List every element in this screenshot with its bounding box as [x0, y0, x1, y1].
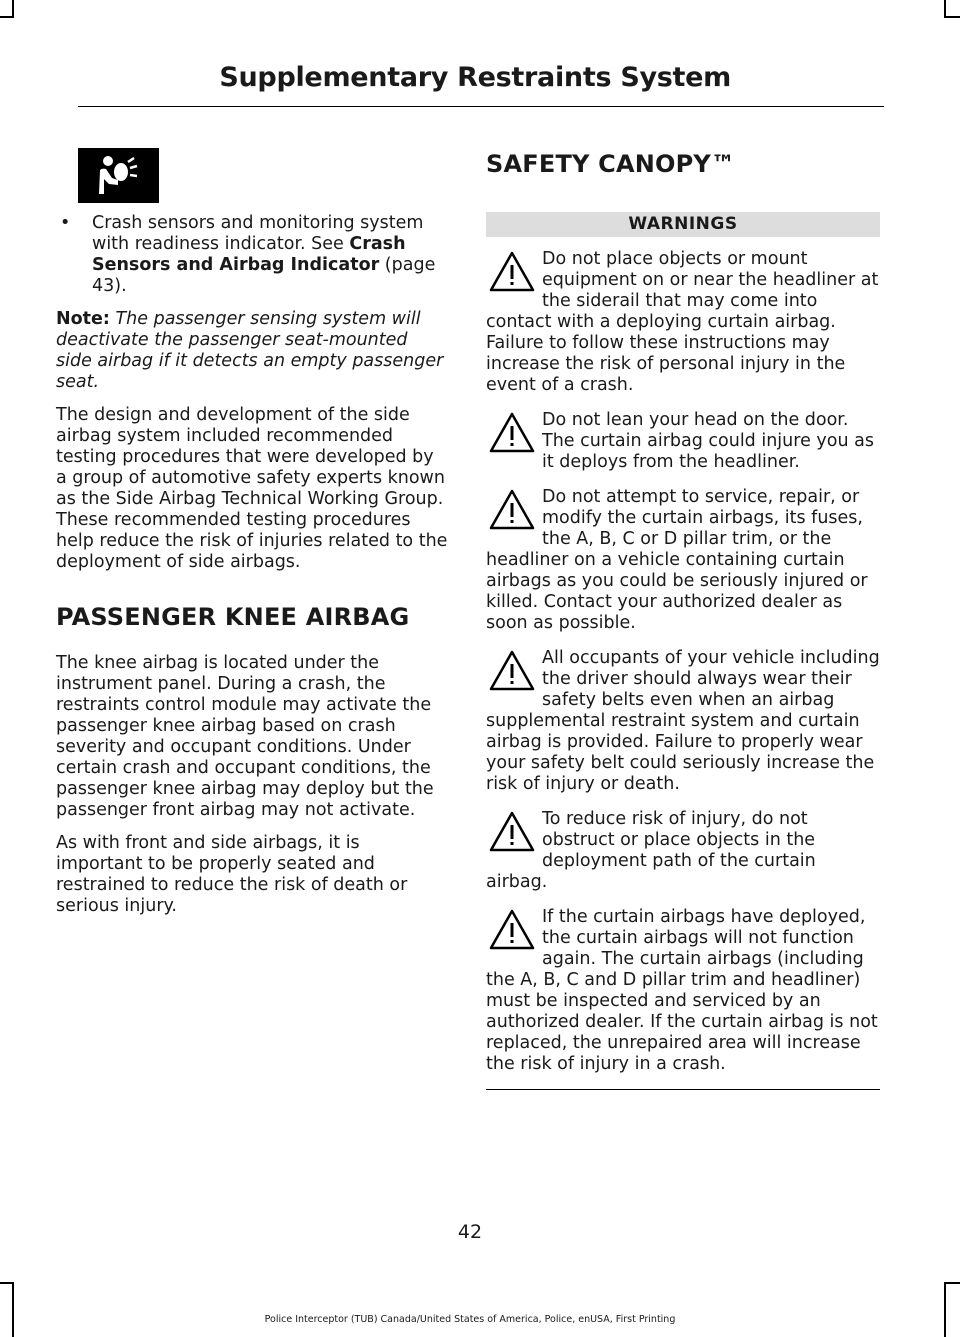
header-rule [78, 106, 884, 107]
note-text: The passenger sensing system will deactivate the passenger seat-mounted side airbag if it detects an empty passenger seat. [56, 309, 444, 392]
crop-mark [12, 1282, 14, 1337]
warning-triangle-icon [486, 907, 538, 955]
cross-reference-link[interactable]: Crash Sensors and Airbag Indicator [92, 234, 406, 275]
warning-triangle-icon [486, 487, 538, 535]
bullet-page-ref: (page 43). [92, 255, 436, 296]
page-footer: Police Interceptor (TUB) Canada/United States of America, Police, enUSA, First Printing [264, 1314, 676, 1325]
left-column [56, 148, 448, 929]
note-label: Note: [56, 309, 110, 329]
page-number: 42 [457, 1221, 483, 1243]
warning-text: If the curtain airbags have deployed, the curtain airbags will not function again. The curtain airbags (including the A, B, C and D pillar trim and headliner) must be inspected and serviced by an authorized dealer. If the curtain airbag is not replaced, the unrepaired area will increase the risk of injury in a crash. [486, 907, 878, 1074]
warnings-end-rule [486, 1089, 880, 1090]
crop-mark [944, 16, 960, 18]
crop-mark [944, 1282, 960, 1284]
body-paragraph: As with front and side airbags, it is important to be properly seated and restrained to reduce the risk of death or serious injury. [56, 833, 408, 916]
bullet-item [56, 213, 448, 297]
warning-item [486, 249, 880, 396]
warning-item [486, 907, 880, 1075]
warning-item [486, 648, 880, 795]
warning-text: To reduce risk of injury, do not obstruct or place objects in the deployment path of the curtain airbag. [486, 809, 816, 892]
warning-triangle-icon [486, 410, 538, 458]
body-paragraph: The design and development of the side airbag system included recommended testing procedures that were developed by a group of automotive safety experts known as the Side Airbag Technical Working Group. These recommended testing procedures help reduce the risk of injuries related to the deployment of side airbags. [56, 405, 448, 572]
crop-mark [0, 16, 14, 18]
warning-triangle-icon [486, 249, 538, 297]
warning-text: Do not attempt to service, repair, or modify the curtain airbags, its fuses, the A, B, C or D pillar trim, or the headliner on a vehicle containing curtain airbags as you could be seriously injured or killed. Contact your authorized dealer as soon as possible. [486, 487, 868, 633]
right-column [486, 148, 880, 1090]
warning-triangle-icon [486, 809, 538, 857]
bullet-lead: Crash sensors and monitoring system with readiness indicator. See [92, 213, 424, 254]
section-heading-knee-airbag: PASSENGER KNEE AIRBAG [56, 603, 410, 631]
airbag-warning-icon [78, 148, 159, 203]
warning-item [486, 410, 880, 473]
warning-item [486, 809, 880, 893]
bullet-dot: • [60, 213, 71, 233]
warning-item [486, 487, 880, 634]
warning-text: Do not place objects or mount equipment on or near the headliner at the siderail that may come into contact with a deploying curtain airbag. Failure to follow these instructions may increase the risk of personal injury in the event of a crash. [486, 249, 879, 395]
bullet-text [92, 213, 448, 297]
section-heading-safety-canopy: SAFETY CANOPY™ [486, 150, 736, 178]
warning-triangle-icon [486, 648, 538, 696]
warning-text: Do not lean your head on the door. The curtain airbag could injure you as it deploys from the headliner. [542, 410, 874, 472]
page-header-title: Supplementary Restraints System [219, 62, 731, 93]
note [56, 309, 448, 393]
warning-text: All occupants of your vehicle including the driver should always wear their safety belts even when an airbag supplemental restraint system and curtain airbag is provided. Failure to properly wear your safety belt could seriously increase the risk of injury or death. [486, 648, 880, 794]
warnings-header: WARNINGS [486, 212, 880, 237]
crop-mark [944, 1282, 946, 1337]
body-paragraph: The knee airbag is located under the instrument panel. During a crash, the restraints control module may activate the passenger knee airbag based on crash severity and occupant conditions. Under certain crash and occupant conditions, the passenger knee airbag may deploy but the passenger front airbag may not activate. [56, 653, 434, 820]
crop-mark [0, 1282, 14, 1284]
